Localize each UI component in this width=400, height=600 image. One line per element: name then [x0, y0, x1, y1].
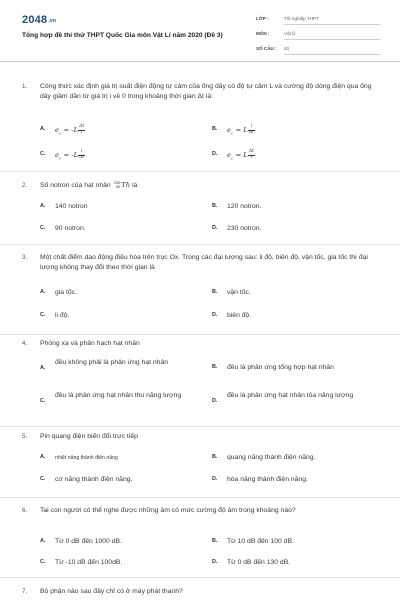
- option-b[interactable]: [212, 203, 362, 215]
- option-formula: $e_c = -L$ $\frac{\Delta t}{i}$: [55, 124, 85, 136]
- option-d[interactable]: [212, 151, 362, 163]
- option-letter: D.: [212, 312, 218, 318]
- meta-count-label: SỐ CÂU :: [256, 46, 277, 51]
- option-letter: B.: [212, 454, 218, 460]
- option-b[interactable]: [212, 454, 382, 466]
- option-formula: $e_c = L$ $\frac{\Delta t}{i}$: [227, 149, 254, 161]
- exam-title: Tổng hợp đề thi thử THPT Quốc Gia môn Vật Lí năm 2020 (Đề 3): [22, 32, 223, 39]
- option-c[interactable]: [40, 559, 200, 571]
- option-letter: B.: [212, 203, 218, 209]
- option-text: đều không phải là phản ứng hạt nhân: [55, 359, 169, 366]
- meta-divider: [284, 39, 380, 40]
- option-letter: C.: [40, 225, 46, 231]
- question-number: 4.: [22, 340, 28, 347]
- question-number: 5.: [22, 433, 28, 440]
- question-text: Tai con người có thể nghe được những âm có mức cường độ âm trong khoảng nào?: [40, 507, 296, 514]
- option-letter: D.: [212, 559, 218, 565]
- option-letter: B.: [212, 538, 218, 544]
- option-letter: B.: [212, 364, 218, 370]
- option-a[interactable]: [40, 454, 200, 466]
- option-letter: B.: [212, 289, 218, 295]
- option-text: cơ năng thành điện năng.: [55, 476, 133, 483]
- option-c[interactable]: [40, 476, 200, 488]
- option-text: 90 notron.: [55, 225, 86, 232]
- option-text: Từ 0 dB đến 130 dB.: [227, 559, 291, 566]
- option-text: Từ 0 dB đến 1000 dB.: [55, 538, 122, 545]
- question-4: [0, 335, 400, 427]
- option-c[interactable]: [40, 312, 190, 324]
- logo-suffix: .vn: [48, 18, 57, 24]
- option-letter: B.: [212, 126, 218, 132]
- option-a[interactable]: [40, 203, 190, 215]
- meta-divider: [284, 24, 380, 25]
- option-letter: C.: [40, 559, 46, 565]
- question-2: [0, 172, 400, 245]
- option-a[interactable]: [40, 126, 190, 138]
- option-letter: A.: [40, 126, 46, 132]
- option-text: hóa năng thành điện năng.: [227, 476, 308, 483]
- question-text: Bộ phận nào sau đây chỉ có ở máy phát thanh?: [40, 588, 183, 595]
- option-letter: C.: [40, 398, 46, 404]
- option-text: Từ 10 dB đến 100 dB.: [227, 538, 294, 545]
- option-d[interactable]: [212, 559, 382, 571]
- option-letter: C.: [40, 312, 46, 318]
- option-letter: D.: [212, 476, 218, 482]
- meta-subject-label: MÔN :: [256, 31, 270, 36]
- meta-count-row: [256, 44, 380, 56]
- option-c[interactable]: [40, 225, 190, 237]
- question-number: 2.: [22, 182, 28, 189]
- option-a[interactable]: [40, 289, 190, 301]
- option-b[interactable]: [212, 126, 362, 138]
- option-c[interactable]: [40, 392, 200, 416]
- question-text: Pin quang điện biến đổi trực tiếp: [40, 433, 138, 440]
- option-b[interactable]: [212, 538, 382, 550]
- option-letter: A.: [40, 203, 46, 209]
- option-b[interactable]: [212, 364, 382, 376]
- option-text: 140 notron: [55, 203, 88, 210]
- question-number: 1.: [22, 83, 28, 90]
- question-number: 7.: [22, 588, 28, 595]
- meta-class-row: [256, 14, 380, 26]
- option-a[interactable]: [40, 538, 200, 550]
- option-text: nhiệt năng thành điện năng: [55, 455, 118, 461]
- option-d[interactable]: [212, 476, 382, 488]
- logo-text: 2048: [22, 14, 48, 26]
- meta-subject-row: [256, 29, 380, 41]
- option-letter: D.: [212, 151, 218, 157]
- option-text: vận tốc.: [227, 289, 251, 296]
- meta-class-label: LỚP :: [256, 16, 269, 21]
- meta-subject-value: Vật lý: [284, 31, 296, 36]
- option-letter: D.: [212, 225, 218, 231]
- option-text: đều là phản ứng hạt nhân thu năng lượng: [55, 392, 182, 399]
- option-letter: A.: [40, 454, 46, 460]
- site-logo[interactable]: [22, 14, 56, 26]
- option-d[interactable]: [212, 225, 362, 237]
- question-text: Công thức xác định giá trị suất điện động tự cảm của ống dây có độ tự cảm L và cường độ dòng điện qua ống dây giảm dần từ giá trị i về 0 trong khoảng thời gian Δt là:: [40, 83, 372, 100]
- option-letter: A.: [40, 538, 46, 544]
- meta-divider: [284, 54, 380, 55]
- question-number: 3.: [22, 254, 28, 261]
- meta-count-value: 40: [284, 46, 290, 51]
- question-text: Một chất điểm dao động điều hòa trên trục Ox. Trong các đại lượng sau: li độ, biên độ, vận tốc, gia tốc thì đại lượng không thay đổi theo thời gian là: [40, 254, 368, 271]
- option-c[interactable]: [40, 151, 190, 163]
- option-letter: A.: [40, 365, 46, 371]
- option-text: 120 notron.: [227, 203, 262, 210]
- option-text: Từ -10 dB đến 100dB.: [55, 559, 123, 566]
- option-letter: C.: [40, 476, 46, 482]
- option-text: gia tốc.: [55, 289, 77, 296]
- meta-class-value: Tốt nghiệp THPT: [284, 16, 319, 21]
- option-formula: $e_c = -L$ $\frac{i}{\Delta t}$: [55, 149, 85, 161]
- option-text: đều là phản ứng tổng hợp hạt nhân: [227, 364, 334, 371]
- question-7: [0, 578, 400, 600]
- question-1: [0, 62, 400, 172]
- option-letter: D.: [212, 398, 218, 404]
- option-a[interactable]: [40, 359, 200, 383]
- option-text: biên độ.: [227, 312, 252, 319]
- option-text: đều là phản ứng hạt nhân tỏa năng lượng: [227, 392, 354, 399]
- question-text: Số notron của hạt nhân 230 90 Th là: [40, 180, 138, 190]
- option-d[interactable]: [212, 312, 362, 324]
- option-letter: A.: [40, 289, 46, 295]
- nuclide-notation: 230 90: [113, 180, 121, 190]
- option-text: li độ.: [55, 312, 70, 319]
- option-text: quang năng thành điện năng.: [227, 454, 316, 461]
- option-text: 230 notron.: [227, 225, 262, 232]
- page-header: [0, 0, 400, 62]
- question-5: [0, 427, 400, 498]
- question-text: Phóng xạ và phân hạch hạt nhân: [40, 340, 140, 347]
- question-6: [0, 498, 400, 578]
- option-formula: $e_c = L$ $\frac{i}{\Delta t}$: [227, 124, 254, 136]
- option-d[interactable]: [212, 392, 382, 416]
- question-number: 6.: [22, 507, 28, 514]
- option-b[interactable]: [212, 289, 362, 301]
- question-3: [0, 245, 400, 335]
- option-letter: C.: [40, 151, 46, 157]
